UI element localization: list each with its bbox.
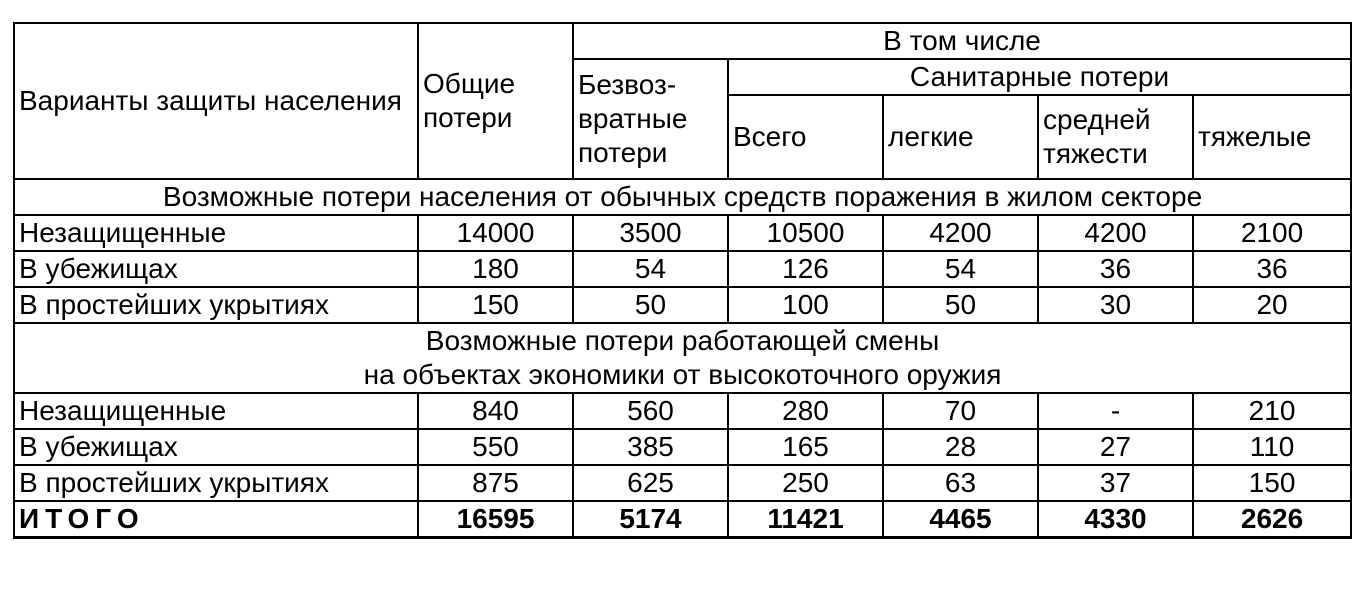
cell-light: 50 [883,287,1038,323]
header-light: легкие [883,95,1038,179]
cell-irrecoverable: 560 [573,393,728,429]
cell-all: 10500 [728,215,883,251]
header-medium: средней тяжести [1038,95,1193,179]
table-row [14,287,1351,323]
cell-all: 126 [728,251,883,287]
cell-all: 250 [728,465,883,501]
table-row [14,429,1351,465]
cell-total: 550 [418,429,573,465]
cell-medium: 27 [1038,429,1193,465]
cell-severe: 2100 [1193,215,1351,251]
cell-medium: 36 [1038,251,1193,287]
cell-medium: 30 [1038,287,1193,323]
total-cell: 5174 [573,501,728,538]
section-title-line: Возможные потери работающей смены [425,325,940,356]
total-label: ИТОГО [14,501,418,538]
total-row [14,501,1351,538]
row-label: В убежищах [14,429,418,465]
cell-irrecoverable: 3500 [573,215,728,251]
cell-medium: 37 [1038,465,1193,501]
cell-irrecoverable: 385 [573,429,728,465]
row-label: В простейших укрытиях [14,287,418,323]
row-label: Незащищенные [14,215,418,251]
header-variants: Варианты защиты населения [14,23,418,179]
table-row [14,393,1351,429]
cell-total: 180 [418,251,573,287]
cell-severe: 20 [1193,287,1351,323]
losses-table [13,22,1352,539]
cell-severe: 36 [1193,251,1351,287]
cell-light: 63 [883,465,1038,501]
header-severe: тяжелые [1193,95,1351,179]
header-total-losses: Общие потери [418,23,573,179]
cell-severe: 150 [1193,465,1351,501]
cell-all: 280 [728,393,883,429]
cell-light: 54 [883,251,1038,287]
cell-light: 4200 [883,215,1038,251]
cell-light: 28 [883,429,1038,465]
cell-total: 875 [418,465,573,501]
header-irrecoverable: Безвоз-вратные потери [573,59,728,179]
cell-total: 14000 [418,215,573,251]
cell-total: 840 [418,393,573,429]
table-row [14,215,1351,251]
cell-irrecoverable: 625 [573,465,728,501]
row-label: В убежищах [14,251,418,287]
table-row [14,465,1351,501]
total-cell: 16595 [418,501,573,538]
header-sanitary: Санитарные потери [728,59,1351,95]
cell-all: 165 [728,429,883,465]
row-label: В простейших укрытиях [14,465,418,501]
cell-total: 150 [418,287,573,323]
cell-medium: 4200 [1038,215,1193,251]
cell-medium: - [1038,393,1193,429]
total-cell: 4330 [1038,501,1193,538]
section-title [14,323,1351,393]
section-title: Возможные потери населения от обычных средств поражения в жилом секторе [14,179,1351,215]
cell-irrecoverable: 50 [573,287,728,323]
cell-severe: 110 [1193,429,1351,465]
cell-irrecoverable: 54 [573,251,728,287]
header-all: Всего [728,95,883,179]
total-cell: 2626 [1193,501,1351,538]
cell-severe: 210 [1193,393,1351,429]
cell-all: 100 [728,287,883,323]
total-cell: 11421 [728,501,883,538]
table-row [14,251,1351,287]
total-cell: 4465 [883,501,1038,538]
cell-light: 70 [883,393,1038,429]
header-including: В том числе [573,23,1351,59]
row-label: Незащищенные [14,393,418,429]
section-title-line: на объектах экономики от высокоточного оружия [363,359,1002,390]
